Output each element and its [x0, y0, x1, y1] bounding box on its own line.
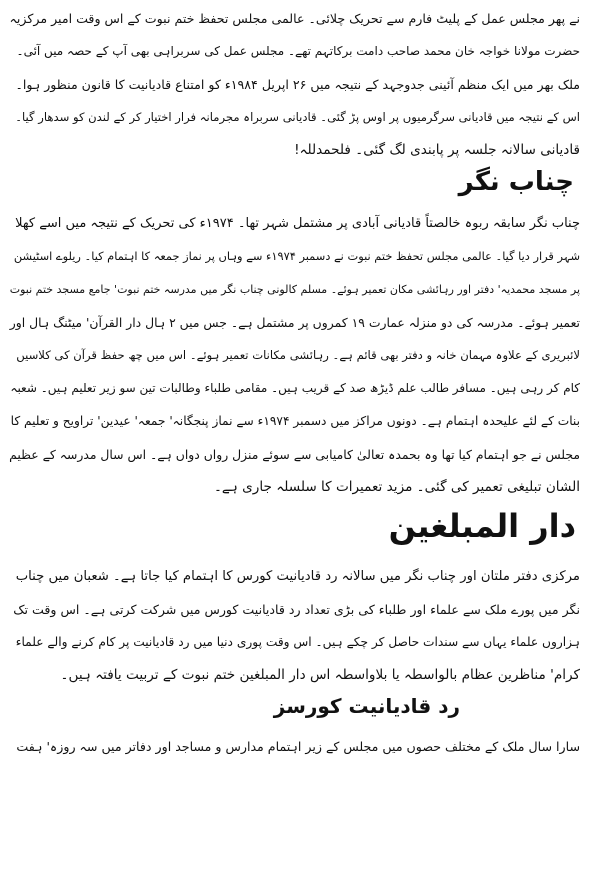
text-line: نگر میں پورے ملک سے علماء اور طلباء کی بڑی تعداد رد قادیانیت کورس میں شرکت کرتی ہے۔ اس وقت تک: [13, 602, 580, 617]
text-line: سارا سال ملک کے مختلف حصوں میں مجلس کے زیر اہتمام مدارس و مساجد اور دفاتر میں سہ روزہ' ہفت: [16, 739, 580, 754]
section-heading-dar-ul-mubalegheen: دار المبلغین: [388, 507, 576, 545]
text-line: کام کر رہی ہیں۔ مسافر طالب علم ڈیڑھ صد کے قریب ہیں۔ مقامی طلباء وطالبات تین سو زیر تعلیم ہیں۔ شعبہ: [10, 381, 580, 395]
dar-ul-mubalegheen-paragraph: [10, 560, 580, 692]
intro-paragraph: [10, 2, 580, 167]
text-line: لائبریری کے علاوہ مہمان خانہ و دفتر بھی قائم ہے۔ رہائشی مکانات تعمیر ہوئے۔ اس میں چھ حفظ قرآن کی کلاسیں: [16, 348, 580, 362]
section-heading-radd-qadianiat-courses: رد قادیانیت کورسز: [273, 694, 460, 718]
text-line: کرام' مناظرین عظام بالواسطہ یا بلاواسطہ اس دار المبلغین ختم نبوت کے تربیت یافتہ ہیں۔: [60, 667, 580, 683]
document-page: [10, 2, 580, 873]
text-line: حضرت مولانا خواجہ خان محمد صاحب دامت برکاتہم تھے۔ مجلس عمل کی سربراہی بھی آپ کے حصہ میں آئی۔: [16, 44, 580, 58]
text-line: اس کے نتیجہ میں قادیانی سرگرمیوں پر اوس پڑ گئی۔ قادیانی سربراہ مجرمانہ فرار اختیار کر کے لندن کو سدھار گیا۔: [15, 110, 580, 124]
section-heading-chenab-nagar: چناب نگر: [458, 167, 574, 197]
radd-qadianiat-paragraph: [10, 730, 580, 763]
text-line: ملک بھر میں ایک منظم آئینی جدوجہد کے نتیجہ میں ۲۶ اپریل ۱۹۸۴ء کو امتناع قادیانیت کا قانون منظور ہوا۔: [15, 77, 580, 92]
text-line: نے پھر مجلس عمل کے پلیٹ فارم سے تحریک چلائی۔ عالمی مجلس تحفظ ختم نبوت کے اس وقت امیر مرکزیہ: [9, 11, 580, 26]
text-line: پر مسجد محمدیہ' دفتر اور رہائشی مکان تعمیر ہوئے۔ مسلم کالونی چناب نگر میں مدرسہ ختم نبوت' جامع مسجد ختم نبوت: [9, 283, 580, 296]
text-line: الشان تبلیغی تعمیر کی گئی۔ مزید تعمیرات کا سلسلہ جاری ہے۔: [213, 479, 580, 495]
text-line: شہر قرار دیا گیا۔ عالمی مجلس تحفظ ختم نبوت نے دسمبر ۱۹۷۴ء سے وہاں پر نماز جمعہ کا اہتمام کیا۔ ریلوے اسٹیشن: [13, 249, 580, 263]
text-line: ہزاروں علماء یہاں سے سندات حاصل کر چکے ہیں۔ اس وقت پوری دنیا میں رد قادیانیت پر کام کرنے والے علماء: [15, 635, 580, 649]
text-line: بنات کے لئے علیحدہ اہتمام ہے۔ دونوں مراکز میں دسمبر ۱۹۷۴ء سے نماز پنجگانہ' جمعہ' عیدین' تراویح و تعلیم کا: [10, 414, 580, 428]
chenab-nagar-paragraph: [10, 207, 580, 504]
text-line: قادیانی سالانہ جلسہ پر پابندی لگ گئی۔ فلحمدللہ!: [294, 142, 580, 158]
text-line: چناب نگر سابقہ ربوہ خالصتاً قادیانی آبادی پر مشتمل شہر تھا۔ ۱۹۷۴ء کی تحریک کے نتیجہ میں اسے کھلا: [15, 216, 580, 231]
text-line: تعمیر ہوئے۔ مدرسہ کی دو منزلہ عمارت ۱۹ کمروں پر مشتمل ہے۔ جس میں ۲ ہال دار القرآن' میٹنگ ہال اور: [9, 315, 580, 330]
text-line: مجلس نے جو اہتمام کیا تھا وہ بحمدہ تعالیٰ کامیابی سے سوئے منزل رواں دواں ہے۔ اس سال مدرسہ کے عظیم: [9, 447, 580, 462]
text-line: مرکزی دفتر ملتان اور چناب نگر میں سالانہ رد قادیانیت کورس کا اہتمام کیا جاتا ہے۔ شعبان میں چناب: [15, 569, 580, 584]
